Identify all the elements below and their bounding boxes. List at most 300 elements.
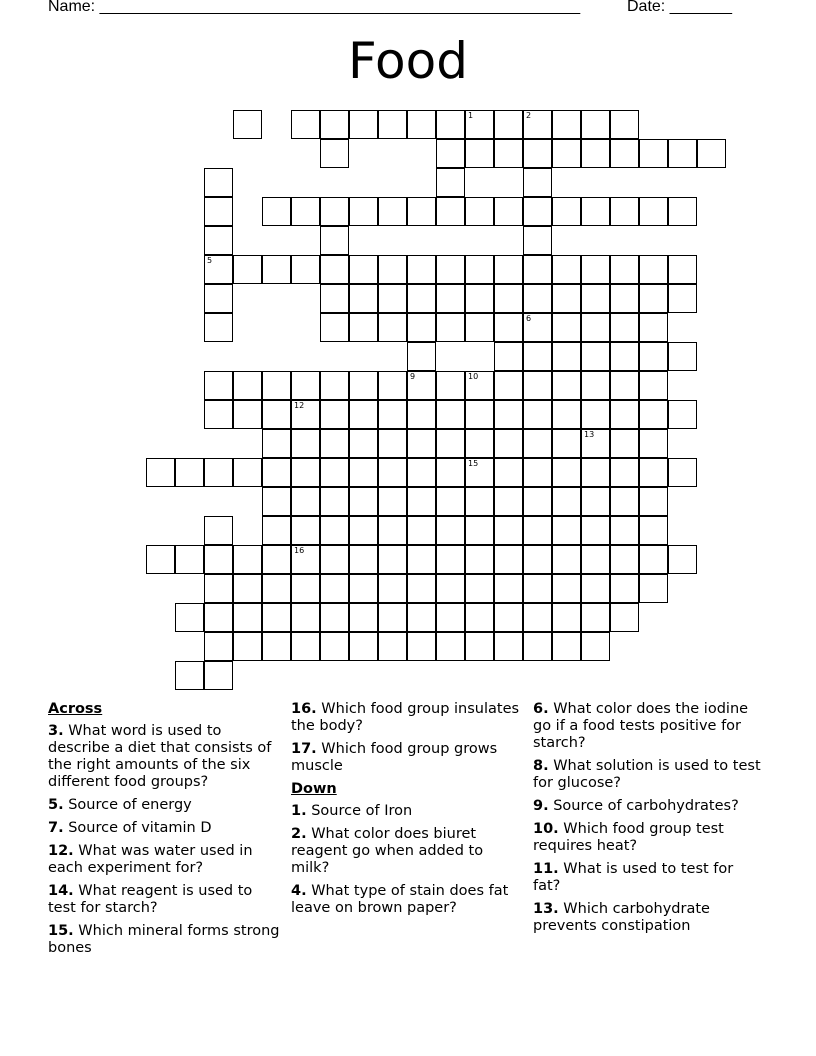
- grid-cell[interactable]: [639, 342, 668, 371]
- grid-cell[interactable]: [233, 255, 262, 284]
- grid-cell[interactable]: [349, 429, 378, 458]
- grid-cell[interactable]: [175, 603, 204, 632]
- grid-cell[interactable]: [349, 197, 378, 226]
- grid-cell[interactable]: [552, 487, 581, 516]
- grid-cell[interactable]: [204, 632, 233, 661]
- grid-cell[interactable]: [552, 255, 581, 284]
- grid-cell[interactable]: [349, 487, 378, 516]
- grid-cell[interactable]: [581, 284, 610, 313]
- grid-cell[interactable]: [552, 400, 581, 429]
- grid-cell[interactable]: [668, 342, 697, 371]
- clue-number: 15.: [48, 923, 74, 939]
- grid-cell[interactable]: [233, 110, 262, 139]
- grid-cell[interactable]: [523, 255, 552, 284]
- grid-cell[interactable]: [494, 342, 523, 371]
- grid-cell[interactable]: [494, 284, 523, 313]
- grid-cell[interactable]: [320, 255, 349, 284]
- grid-cell[interactable]: [320, 429, 349, 458]
- grid-cell[interactable]: [378, 371, 407, 400]
- clue-number: 13.: [533, 901, 559, 917]
- grid-cell[interactable]: [494, 400, 523, 429]
- grid-cell[interactable]: [407, 603, 436, 632]
- grid-cell[interactable]: [610, 284, 639, 313]
- grid-cell[interactable]: [349, 603, 378, 632]
- clue-item: [533, 798, 765, 815]
- grid-cell[interactable]: [262, 574, 291, 603]
- grid-cell[interactable]: [639, 545, 668, 574]
- grid-cell[interactable]: [639, 139, 668, 168]
- grid-cell[interactable]: [262, 487, 291, 516]
- grid-cell[interactable]: [581, 516, 610, 545]
- grid-cell[interactable]: [639, 458, 668, 487]
- grid-cell[interactable]: [465, 458, 494, 487]
- grid-cell[interactable]: [204, 603, 233, 632]
- grid-cell[interactable]: [407, 574, 436, 603]
- grid-cell[interactable]: [494, 110, 523, 139]
- grid-cell[interactable]: [552, 139, 581, 168]
- grid-cell[interactable]: [610, 255, 639, 284]
- grid-cell[interactable]: [436, 284, 465, 313]
- grid-cell[interactable]: [204, 574, 233, 603]
- grid-cell[interactable]: [233, 545, 262, 574]
- grid-cell[interactable]: [610, 487, 639, 516]
- grid-cell[interactable]: [349, 545, 378, 574]
- grid-cell[interactable]: [523, 400, 552, 429]
- clue-number: 2.: [291, 826, 307, 842]
- grid-cell[interactable]: [291, 545, 320, 574]
- grid-cell[interactable]: [552, 342, 581, 371]
- grid-cell[interactable]: [639, 255, 668, 284]
- cell-number: 15: [468, 459, 479, 468]
- grid-cell[interactable]: [407, 255, 436, 284]
- grid-cell[interactable]: [610, 429, 639, 458]
- grid-cell[interactable]: [233, 632, 262, 661]
- grid-cell[interactable]: [204, 226, 233, 255]
- grid-cell[interactable]: [668, 284, 697, 313]
- grid-cell[interactable]: [610, 197, 639, 226]
- grid-cell[interactable]: [494, 487, 523, 516]
- grid-cell[interactable]: [436, 458, 465, 487]
- grid-cell[interactable]: [610, 110, 639, 139]
- grid-cell[interactable]: [320, 226, 349, 255]
- grid-cell[interactable]: [610, 313, 639, 342]
- grid-cell[interactable]: [175, 458, 204, 487]
- grid-cell[interactable]: [378, 458, 407, 487]
- grid-cell[interactable]: [494, 632, 523, 661]
- grid-cell[interactable]: [523, 458, 552, 487]
- grid-cell[interactable]: [465, 574, 494, 603]
- grid-cell[interactable]: [465, 197, 494, 226]
- grid-cell[interactable]: [320, 284, 349, 313]
- grid-cell[interactable]: [378, 255, 407, 284]
- grid-cell[interactable]: [320, 487, 349, 516]
- grid-cell[interactable]: [262, 371, 291, 400]
- grid-cell[interactable]: [697, 139, 726, 168]
- grid-cell[interactable]: [320, 313, 349, 342]
- grid-cell[interactable]: [291, 197, 320, 226]
- clue-item: [48, 820, 280, 837]
- grid-cell[interactable]: [233, 400, 262, 429]
- grid-cell[interactable]: [320, 197, 349, 226]
- clue-number: 4.: [291, 883, 307, 899]
- grid-cell[interactable]: [523, 197, 552, 226]
- grid-cell[interactable]: [639, 284, 668, 313]
- grid-cell[interactable]: [349, 458, 378, 487]
- grid-cell[interactable]: [262, 545, 291, 574]
- grid-cell[interactable]: [581, 487, 610, 516]
- grid-cell[interactable]: [436, 574, 465, 603]
- clue-item: [533, 701, 765, 752]
- grid-cell[interactable]: [581, 603, 610, 632]
- grid-cell[interactable]: [204, 255, 233, 284]
- grid-cell[interactable]: [610, 400, 639, 429]
- grid-cell[interactable]: [378, 429, 407, 458]
- grid-cell[interactable]: [668, 139, 697, 168]
- grid-cell[interactable]: [291, 574, 320, 603]
- grid-cell[interactable]: [668, 197, 697, 226]
- grid-cell[interactable]: [262, 197, 291, 226]
- across-heading: Across: [48, 701, 103, 717]
- grid-cell[interactable]: [581, 574, 610, 603]
- grid-cell[interactable]: [465, 371, 494, 400]
- grid-cell[interactable]: [378, 284, 407, 313]
- grid-cell[interactable]: [581, 197, 610, 226]
- grid-cell[interactable]: [349, 371, 378, 400]
- grid-cell[interactable]: [204, 516, 233, 545]
- grid-cell[interactable]: [320, 632, 349, 661]
- grid-cell[interactable]: [378, 632, 407, 661]
- grid-cell[interactable]: [523, 226, 552, 255]
- grid-cell[interactable]: [581, 110, 610, 139]
- grid-cell[interactable]: [494, 139, 523, 168]
- grid-cell[interactable]: [523, 603, 552, 632]
- grid-cell[interactable]: [291, 110, 320, 139]
- grid-cell[interactable]: [610, 458, 639, 487]
- grid-cell[interactable]: [436, 545, 465, 574]
- grid-cell[interactable]: [436, 139, 465, 168]
- clue-number: 9.: [533, 798, 549, 814]
- grid-cell[interactable]: [465, 284, 494, 313]
- grid-cell[interactable]: [436, 255, 465, 284]
- grid-cell[interactable]: [581, 313, 610, 342]
- grid-cell[interactable]: [668, 255, 697, 284]
- grid-cell[interactable]: [320, 603, 349, 632]
- grid-cell[interactable]: [291, 429, 320, 458]
- grid-cell[interactable]: [523, 139, 552, 168]
- grid-cell[interactable]: [291, 400, 320, 429]
- grid-cell[interactable]: [204, 284, 233, 313]
- grid-cell[interactable]: [639, 516, 668, 545]
- grid-cell[interactable]: [610, 371, 639, 400]
- grid-cell[interactable]: [349, 110, 378, 139]
- grid-cell[interactable]: [465, 139, 494, 168]
- grid-cell[interactable]: [262, 458, 291, 487]
- grid-cell[interactable]: [436, 632, 465, 661]
- grid-cell[interactable]: [407, 110, 436, 139]
- grid-cell[interactable]: [175, 545, 204, 574]
- grid-cell[interactable]: [407, 632, 436, 661]
- grid-cell[interactable]: [204, 661, 233, 690]
- grid-cell[interactable]: [581, 458, 610, 487]
- grid-cell[interactable]: [378, 545, 407, 574]
- grid-cell[interactable]: [233, 371, 262, 400]
- grid-cell[interactable]: [349, 313, 378, 342]
- grid-cell[interactable]: [465, 110, 494, 139]
- grid-cell[interactable]: [146, 458, 175, 487]
- clue-item: [48, 797, 280, 814]
- grid-cell[interactable]: [494, 458, 523, 487]
- grid-cell[interactable]: [378, 197, 407, 226]
- date-line: Date: _______: [627, 0, 732, 15]
- grid-cell[interactable]: [291, 371, 320, 400]
- clue-text: Source of carbohydrates?: [553, 798, 739, 814]
- grid-cell[interactable]: [494, 545, 523, 574]
- grid-cell[interactable]: [262, 603, 291, 632]
- grid-cell[interactable]: [436, 603, 465, 632]
- grid-cell[interactable]: [581, 632, 610, 661]
- grid-cell[interactable]: [407, 487, 436, 516]
- grid-cell[interactable]: [465, 487, 494, 516]
- grid-cell[interactable]: [552, 458, 581, 487]
- grid-cell[interactable]: [146, 545, 175, 574]
- clue-text: Which food group insulates the body?: [291, 701, 520, 734]
- grid-cell[interactable]: [349, 574, 378, 603]
- clue-item: [48, 883, 280, 917]
- grid-cell[interactable]: [494, 429, 523, 458]
- grid-cell[interactable]: [581, 545, 610, 574]
- grid-cell[interactable]: [523, 168, 552, 197]
- grid-cell[interactable]: [494, 516, 523, 545]
- grid-cell[interactable]: [349, 632, 378, 661]
- grid-cell[interactable]: [407, 429, 436, 458]
- grid-cell[interactable]: [523, 516, 552, 545]
- clue-number: 17.: [291, 741, 317, 757]
- grid-cell[interactable]: [291, 632, 320, 661]
- grid-cell[interactable]: [436, 516, 465, 545]
- grid-cell[interactable]: [581, 429, 610, 458]
- grid-cell[interactable]: [494, 197, 523, 226]
- grid-cell[interactable]: [610, 342, 639, 371]
- grid-cell[interactable]: [407, 197, 436, 226]
- grid-cell[interactable]: [407, 371, 436, 400]
- grid-cell[interactable]: [436, 110, 465, 139]
- grid-cell[interactable]: [407, 313, 436, 342]
- grid-cell[interactable]: [552, 429, 581, 458]
- grid-cell[interactable]: [523, 429, 552, 458]
- grid-cell[interactable]: [581, 342, 610, 371]
- grid-cell[interactable]: [262, 429, 291, 458]
- grid-cell[interactable]: [320, 110, 349, 139]
- grid-cell[interactable]: [233, 458, 262, 487]
- grid-cell[interactable]: [320, 371, 349, 400]
- grid-cell[interactable]: [523, 545, 552, 574]
- clue-text: What color does biuret reagent go when added to milk?: [291, 826, 484, 876]
- grid-cell[interactable]: [465, 400, 494, 429]
- clue-number: 7.: [48, 820, 64, 836]
- grid-cell[interactable]: [581, 255, 610, 284]
- grid-cell[interactable]: [320, 400, 349, 429]
- grid-cell[interactable]: [291, 603, 320, 632]
- grid-cell[interactable]: [552, 110, 581, 139]
- grid-cell[interactable]: [204, 197, 233, 226]
- grid-cell[interactable]: [291, 255, 320, 284]
- cell-number: 13: [584, 430, 595, 439]
- grid-cell[interactable]: [465, 545, 494, 574]
- grid-cell[interactable]: [291, 516, 320, 545]
- grid-cell[interactable]: [523, 110, 552, 139]
- grid-cell[interactable]: [407, 516, 436, 545]
- grid-cell[interactable]: [668, 458, 697, 487]
- grid-cell[interactable]: [581, 139, 610, 168]
- grid-cell[interactable]: [523, 371, 552, 400]
- grid-cell[interactable]: [610, 516, 639, 545]
- grid-cell[interactable]: [668, 400, 697, 429]
- grid-cell[interactable]: [523, 487, 552, 516]
- clue-text: What type of stain does fat leave on brown paper?: [291, 883, 509, 916]
- grid-cell[interactable]: [407, 284, 436, 313]
- grid-cell[interactable]: [233, 574, 262, 603]
- grid-cell[interactable]: [320, 574, 349, 603]
- grid-cell[interactable]: [639, 371, 668, 400]
- clue-text: Source of vitamin D: [68, 820, 212, 836]
- grid-cell[interactable]: [407, 342, 436, 371]
- cell-number: 5: [207, 256, 213, 265]
- grid-cell[interactable]: [465, 429, 494, 458]
- grid-cell[interactable]: [378, 574, 407, 603]
- grid-cell[interactable]: [639, 400, 668, 429]
- clue-number: 5.: [48, 797, 64, 813]
- clue-text: What was water used in each experiment for?: [48, 843, 253, 876]
- grid-cell[interactable]: [320, 516, 349, 545]
- grid-cell[interactable]: [349, 400, 378, 429]
- grid-cell[interactable]: [175, 661, 204, 690]
- clue-item: [533, 901, 765, 935]
- grid-cell[interactable]: [291, 458, 320, 487]
- grid-cell[interactable]: [639, 487, 668, 516]
- grid-cell[interactable]: [262, 516, 291, 545]
- grid-cell[interactable]: [204, 458, 233, 487]
- grid-cell[interactable]: [610, 545, 639, 574]
- clue-text: Which carbohydrate prevents constipation: [533, 901, 710, 934]
- grid-cell[interactable]: [639, 574, 668, 603]
- grid-cell[interactable]: [552, 516, 581, 545]
- clue-item: [533, 861, 765, 895]
- grid-cell[interactable]: [465, 313, 494, 342]
- grid-cell[interactable]: [320, 139, 349, 168]
- clue-item: [291, 701, 523, 735]
- grid-cell[interactable]: [407, 458, 436, 487]
- grid-cell[interactable]: [320, 458, 349, 487]
- grid-cell[interactable]: [610, 574, 639, 603]
- grid-cell[interactable]: [494, 255, 523, 284]
- grid-cell[interactable]: [204, 400, 233, 429]
- grid-cell[interactable]: [639, 197, 668, 226]
- grid-cell[interactable]: [436, 313, 465, 342]
- grid-cell[interactable]: [378, 487, 407, 516]
- grid-cell[interactable]: [581, 400, 610, 429]
- grid-cell[interactable]: [523, 313, 552, 342]
- grid-cell[interactable]: [523, 632, 552, 661]
- grid-cell[interactable]: [465, 603, 494, 632]
- grid-cell[interactable]: [436, 168, 465, 197]
- grid-cell[interactable]: [320, 545, 349, 574]
- grid-cell[interactable]: [378, 400, 407, 429]
- grid-cell[interactable]: [204, 371, 233, 400]
- grid-cell[interactable]: [494, 313, 523, 342]
- grid-cell[interactable]: [465, 516, 494, 545]
- grid-cell[interactable]: [552, 603, 581, 632]
- grid-cell[interactable]: [581, 371, 610, 400]
- grid-cell[interactable]: [436, 400, 465, 429]
- grid-cell[interactable]: [204, 313, 233, 342]
- cell-number: 10: [468, 372, 479, 381]
- grid-cell[interactable]: [552, 197, 581, 226]
- grid-cell[interactable]: [407, 545, 436, 574]
- grid-cell[interactable]: [552, 284, 581, 313]
- grid-cell[interactable]: [233, 603, 262, 632]
- puzzle-title: Food: [348, 32, 468, 90]
- grid-cell[interactable]: [639, 313, 668, 342]
- grid-cell[interactable]: [610, 603, 639, 632]
- grid-cell[interactable]: [378, 110, 407, 139]
- grid-cell[interactable]: [552, 632, 581, 661]
- grid-cell[interactable]: [262, 632, 291, 661]
- grid-cell[interactable]: [262, 255, 291, 284]
- grid-cell[interactable]: [407, 400, 436, 429]
- grid-cell[interactable]: [204, 545, 233, 574]
- grid-cell[interactable]: [436, 429, 465, 458]
- clue-text: What solution is used to test for glucose?: [533, 758, 761, 791]
- grid-cell[interactable]: [610, 139, 639, 168]
- grid-cell[interactable]: [349, 255, 378, 284]
- grid-cell[interactable]: [262, 400, 291, 429]
- grid-cell[interactable]: [639, 429, 668, 458]
- grid-cell[interactable]: [378, 313, 407, 342]
- cell-number: 9: [410, 372, 416, 381]
- clue-number: 16.: [291, 701, 317, 717]
- clue-number: 6.: [533, 701, 549, 717]
- grid-cell[interactable]: [378, 603, 407, 632]
- grid-cell[interactable]: [552, 574, 581, 603]
- grid-cell[interactable]: [552, 313, 581, 342]
- grid-cell[interactable]: [291, 487, 320, 516]
- grid-cell[interactable]: [436, 371, 465, 400]
- clue-item: [533, 821, 765, 855]
- grid-cell[interactable]: [552, 371, 581, 400]
- grid-cell[interactable]: [552, 545, 581, 574]
- grid-cell[interactable]: [204, 168, 233, 197]
- clue-text: What color does the iodine go if a food tests positive for starch?: [533, 701, 749, 751]
- grid-cell[interactable]: [494, 574, 523, 603]
- grid-cell[interactable]: [494, 371, 523, 400]
- grid-cell[interactable]: [378, 516, 407, 545]
- grid-cell[interactable]: [523, 574, 552, 603]
- clue-item: [291, 826, 523, 877]
- cell-number: 1: [468, 111, 474, 120]
- grid-cell[interactable]: [465, 255, 494, 284]
- grid-cell[interactable]: [494, 603, 523, 632]
- grid-cell[interactable]: [523, 284, 552, 313]
- clue-text: What reagent is used to test for starch?: [48, 883, 253, 916]
- grid-cell[interactable]: [668, 545, 697, 574]
- grid-cell[interactable]: [465, 632, 494, 661]
- grid-cell[interactable]: [349, 516, 378, 545]
- grid-cell[interactable]: [436, 487, 465, 516]
- grid-cell[interactable]: [523, 342, 552, 371]
- grid-cell[interactable]: [349, 284, 378, 313]
- grid-cell[interactable]: [436, 197, 465, 226]
- clue-number: 14.: [48, 883, 74, 899]
